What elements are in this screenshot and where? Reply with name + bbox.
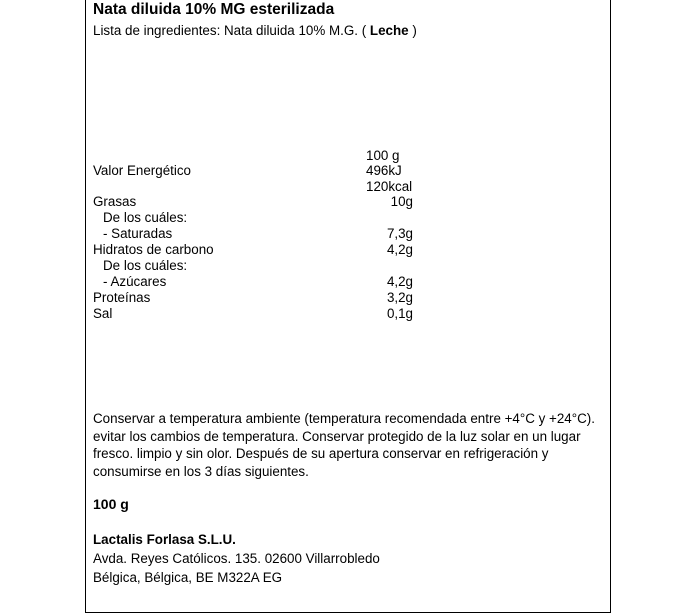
nutrition-row-energy-kcal: [93, 179, 413, 195]
net-quantity: 100 g: [93, 496, 129, 512]
ingredients-suffix: ): [412, 23, 417, 38]
nutrition-label: - Saturadas: [103, 226, 173, 241]
nutrition-label: Sal: [93, 306, 113, 321]
nutrition-label: De los cuáles:: [103, 258, 188, 273]
nutrition-value: 10g: [390, 194, 413, 209]
nutrition-value: 4,2g: [386, 274, 413, 289]
company-origin: Bélgica, Bélgica, BE M322A EG: [93, 570, 283, 585]
nutrition-label: Hidratos de carbono: [93, 242, 214, 257]
company-name: Lactalis Forlasa S.L.U.: [93, 532, 236, 547]
nutrition-row: [93, 274, 413, 290]
nutrition-value: 0,1g: [386, 306, 413, 321]
nutrition-value: 7,3g: [386, 226, 413, 241]
nutrition-row-energy: [93, 163, 413, 179]
nutrition-row: [93, 290, 413, 306]
ingredients-allergen: Leche: [369, 23, 409, 38]
company-address: Avda. Reyes Católicos. 135. 02600 Villarrobledo: [93, 551, 380, 566]
nutrition-label: - Azúcares: [103, 274, 167, 289]
nutrition-value-kj: 496kJ: [366, 163, 402, 178]
ingredients-list: [93, 23, 417, 38]
nutrition-row: [93, 242, 413, 258]
nutrition-value-kcal: 120kcal: [366, 179, 413, 194]
nutrition-value: 4,2g: [386, 242, 413, 257]
nutrition-row: [93, 258, 413, 274]
nutrition-label: De los cuáles:: [103, 210, 188, 225]
storage-instructions: Conservar a temperatura ambiente (temperatura recomendada entre +4°C y +24°C). evitar los cambios de temperatura. Conservar protegido de la luz solar en un lugar fresco. limpio y sin olor. Después de su apertura conservar en refrigeración y consumirse en los 3 días siguientes.: [93, 411, 595, 479]
nutrition-label: Valor Energético: [93, 163, 192, 178]
nutrition-header: 100 g: [366, 148, 400, 163]
nutrition-row: [93, 194, 413, 210]
nutrition-row: [93, 210, 413, 226]
nutrition-label: Grasas: [93, 194, 137, 209]
ingredients-prefix: Lista de ingredientes: Nata diluida 10% M.G. (: [93, 23, 367, 38]
nutrition-row: [93, 306, 413, 322]
product-title: Nata diluida 10% MG esterilizada: [93, 1, 335, 18]
nutrition-value: 3,2g: [386, 290, 413, 305]
nutrition-row: [93, 226, 413, 242]
nutrition-label: Proteínas: [93, 290, 151, 305]
